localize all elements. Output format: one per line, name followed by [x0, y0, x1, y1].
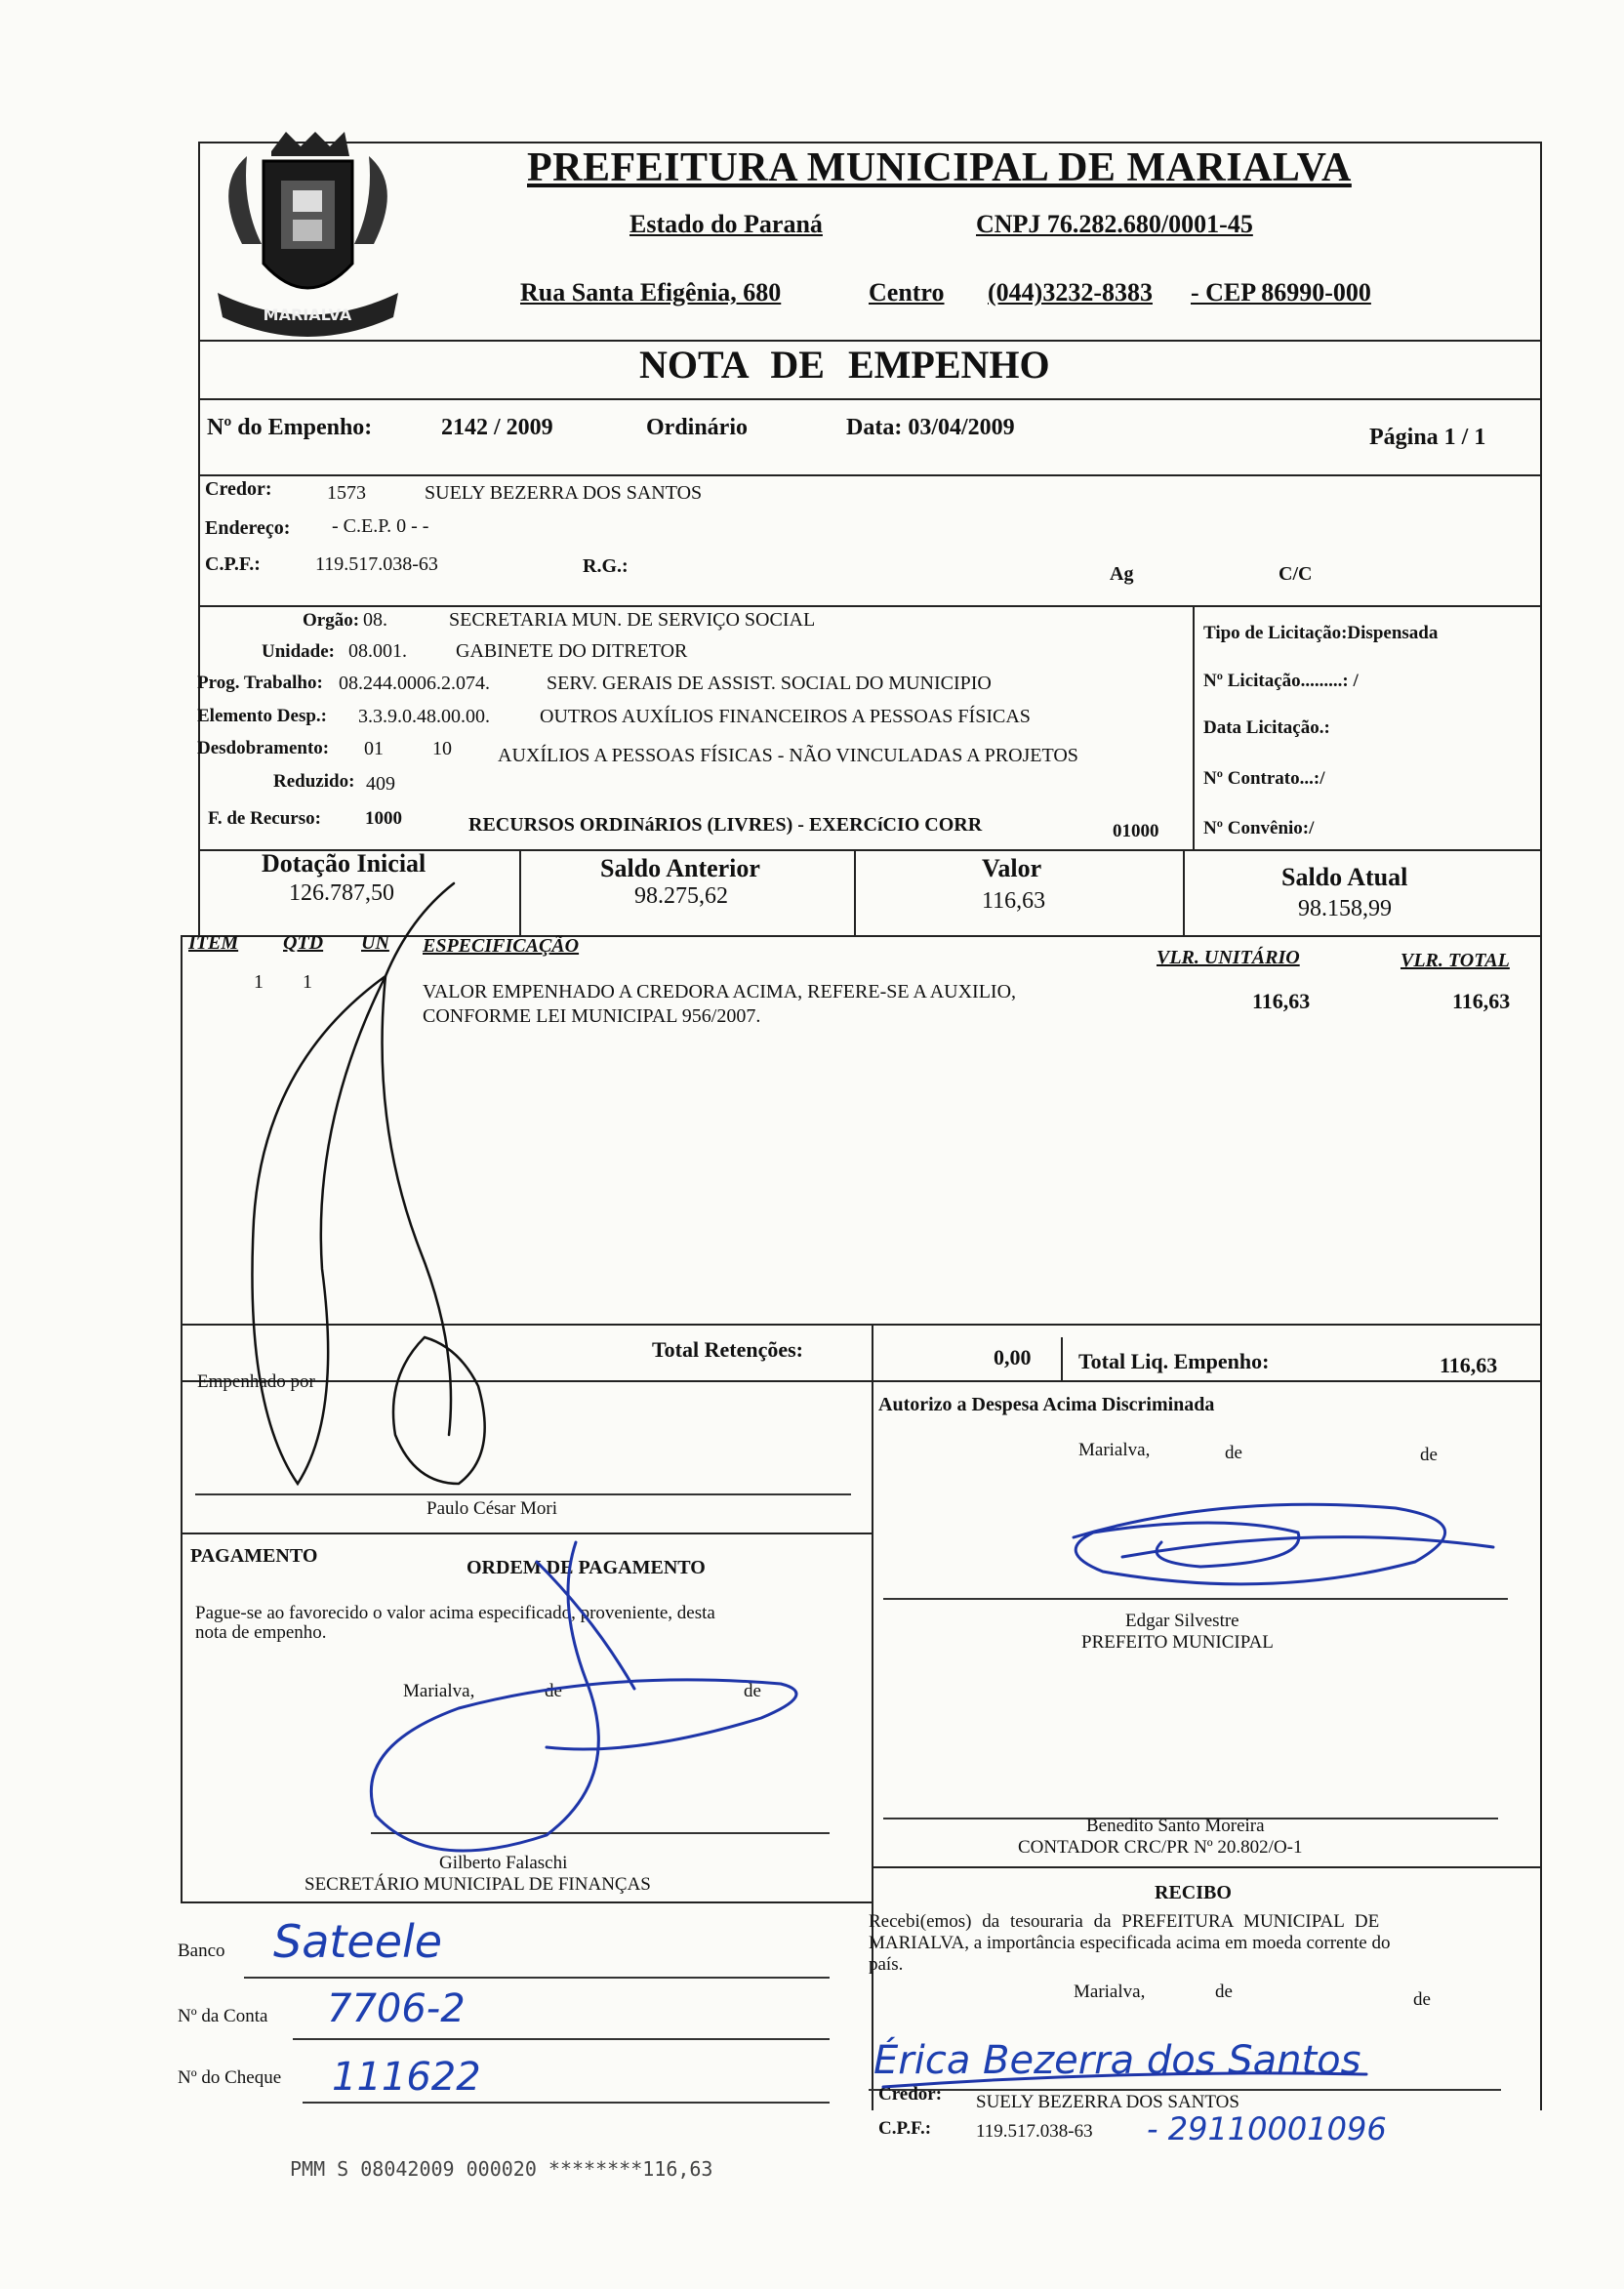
item-total-value: 116,63	[1452, 989, 1511, 1013]
ordem-label: ORDEM DE PAGAMENTO	[467, 1557, 706, 1578]
recurso-code: 1000	[365, 808, 402, 829]
dotacao-label: Dotação Inicial	[262, 849, 426, 878]
item-qtd: 1	[303, 971, 312, 993]
recibo-text1: Recebi(emos) da tesouraria da PREFEITURA MUNICIPAL DE	[869, 1911, 1380, 1932]
doc-title: NOTA DE EMPENHO	[639, 343, 1050, 387]
reduzido-label: Reduzido:	[273, 771, 355, 792]
unidade-desc: GABINETE DO DITRETOR	[456, 640, 688, 662]
saldo-anterior-value: 98.275,62	[634, 883, 728, 909]
orgao-label: Orgão:	[303, 610, 360, 631]
recurso-desc: RECURSOS ORDINáRIOS (LIVRES) - EXERCíCIO CORR	[468, 814, 983, 836]
cheque-value: 111622	[332, 2055, 481, 2100]
recibo-cpf-label: C.P.F.:	[878, 2118, 932, 2139]
licitacao-data: Data Licitação.:	[1203, 717, 1330, 738]
item-desc-line1: VALOR EMPENHADO A CREDORA ACIMA, REFERE-SE A AUXILIO,	[423, 981, 1017, 1002]
conta-label: Nº da Conta	[178, 2006, 268, 2026]
empenho-number: 2142 / 2009	[441, 415, 553, 440]
empenho-type: Ordinário	[646, 415, 749, 440]
banco-value: Sateele	[273, 1915, 443, 1968]
pagamento-city: Marialva,	[403, 1681, 475, 1701]
saldo-anterior-label: Saldo Anterior	[600, 854, 760, 882]
autorizo-signer: Edgar Silvestre	[1125, 1611, 1239, 1631]
credor-code: 1573	[327, 482, 366, 504]
desd-desc: AUXÍLIOS A PESSOAS FÍSICAS - NÃO VINCULADAS A PROJETOS	[498, 745, 1078, 766]
recibo-cpf: 119.517.038-63	[976, 2121, 1093, 2142]
header-phone: (044)3232-8383	[988, 278, 1153, 307]
recibo-credor-label: Credor:	[878, 2084, 943, 2105]
empenho-label: Nº do Empenho:	[207, 415, 373, 440]
retencoes-value: 0,00	[994, 1345, 1032, 1369]
recibo-signature: Érica Bezerra dos Santos	[873, 2038, 1361, 2083]
unidade-label: Unidade:	[262, 641, 335, 662]
licitacao-tipo: Tipo de Licitação:Dispensada	[1203, 623, 1439, 643]
unidade-code: 08.001.	[348, 640, 407, 662]
credor-label: Credor:	[205, 478, 272, 500]
elem-code: 3.3.9.0.48.00.00.	[358, 706, 490, 727]
saldo-atual-value: 98.158,99	[1298, 896, 1392, 921]
recurso-code2: 01000	[1113, 821, 1159, 841]
orgao-desc: SECRETARIA MUN. DE SERVIÇO SOCIAL	[449, 609, 816, 631]
header-district: Centro	[869, 278, 945, 307]
autorizo-city: Marialva,	[1078, 1440, 1151, 1460]
banco-label: Banco	[178, 1941, 225, 1961]
items-header-item: ITEM	[188, 932, 239, 954]
header-state: Estado do Paraná	[629, 210, 823, 238]
credor-name: SUELY BEZERRA DOS SANTOS	[425, 482, 703, 504]
recibo-de2: de	[1413, 1989, 1431, 2010]
autorizo-label: Autorizo a Despesa Acima Discriminada	[878, 1394, 1215, 1415]
recibo-de1: de	[1215, 1982, 1233, 2002]
elem-label: Elemento Desp.:	[197, 706, 327, 726]
pagamento-signer: Gilberto Falaschi	[439, 1853, 568, 1873]
pagamento-role: SECRETÁRIO MUNICIPAL DE FINANÇAS	[304, 1874, 651, 1895]
items-header-un: UN	[361, 932, 389, 954]
recurso-label: F. de Recurso:	[208, 808, 321, 829]
header-title: PREFEITURA MUNICIPAL DE MARIALVA	[527, 145, 1352, 190]
cpf-value: 119.517.038-63	[315, 553, 438, 575]
recibo-title: RECIBO	[1155, 1882, 1232, 1903]
liq-value: 116,63	[1440, 1353, 1498, 1377]
saldo-atual-label: Saldo Atual	[1281, 863, 1408, 891]
items-header-qtd: QTD	[283, 932, 324, 954]
items-header-unit: VLR. UNITÁRIO	[1157, 947, 1300, 968]
crest-text: MARIALVA	[263, 306, 352, 324]
licitacao-numero: Nº Licitação.........: /	[1203, 671, 1359, 691]
autorizo-de1: de	[1225, 1443, 1242, 1463]
header-cnpj: CNPJ 76.282.680/0001-45	[976, 210, 1253, 238]
address-label: Endereço:	[205, 517, 291, 539]
elem-desc: OUTROS AUXÍLIOS FINANCEIROS A PESSOAS FÍSICAS	[540, 706, 1031, 727]
valor-label: Valor	[982, 854, 1042, 882]
retencoes-label: Total Retenções:	[652, 1337, 803, 1362]
recibo-credor: SUELY BEZERRA DOS SANTOS	[976, 2092, 1239, 2112]
desd-code1: 01	[364, 738, 384, 759]
header-cep: - CEP 86990-000	[1191, 278, 1371, 307]
item-desc-line2: CONFORME LEI MUNICIPAL 956/2007.	[423, 1005, 761, 1027]
valor-value: 116,63	[982, 888, 1046, 914]
item-unit-value: 116,63	[1252, 989, 1311, 1013]
prog-code: 08.244.0006.2.074.	[339, 673, 490, 694]
footer-stamp: PMM S 08042009 000020 ********116,63	[290, 2157, 713, 2181]
recibo-handwritten-rg: - 29110001096	[1147, 2110, 1387, 2147]
empenhado-label: Empenhado por	[197, 1371, 315, 1392]
cpf-label: C.P.F.:	[205, 553, 261, 575]
dotacao-value: 126.787,50	[289, 880, 394, 906]
pagamento-text1: Pague-se ao favorecido o valor acima especificado, proveniente, desta	[195, 1603, 715, 1623]
cc-label: C/C	[1279, 563, 1313, 585]
contador-signer: Benedito Santo Moreira	[1086, 1816, 1265, 1836]
cheque-label: Nº do Cheque	[178, 2067, 282, 2088]
empenho-page: Página 1 / 1	[1369, 425, 1486, 450]
recibo-text2: MARIALVA, a importância especificada acima em moeda corrente do	[869, 1933, 1391, 1953]
pagamento-de2: de	[744, 1681, 761, 1701]
pagamento-de1: de	[545, 1681, 562, 1701]
autorizo-role: PREFEITO MUNICIPAL	[1081, 1632, 1274, 1653]
items-header-total: VLR. TOTAL	[1401, 950, 1510, 971]
ag-label: Ag	[1110, 563, 1134, 585]
empenhado-signer: Paulo César Mori	[426, 1498, 558, 1519]
orgao-code: 08.	[363, 609, 387, 631]
reduzido-code: 409	[366, 773, 395, 795]
recibo-city: Marialva,	[1074, 1982, 1146, 2002]
desd-code2: 10	[432, 738, 452, 759]
licitacao-contrato: Nº Contrato...:/	[1203, 768, 1325, 789]
desd-label: Desdobramento:	[197, 738, 330, 758]
licitacao-convenio: Nº Convênio:/	[1203, 818, 1315, 838]
item-number: 1	[254, 971, 264, 993]
rg-label: R.G.:	[583, 555, 629, 577]
autorizo-de2: de	[1420, 1445, 1438, 1465]
liq-label: Total Liq. Empenho:	[1078, 1349, 1270, 1373]
contador-role: CONTADOR CRC/PR Nº 20.802/O-1	[1018, 1837, 1303, 1858]
pagamento-text2: nota de empenho.	[195, 1622, 327, 1643]
header-street: Rua Santa Efigênia, 680	[520, 278, 782, 307]
empenho-date: Data: 03/04/2009	[846, 415, 1015, 440]
address-value: - C.E.P. 0 - -	[332, 515, 429, 537]
prog-label: Prog. Trabalho:	[197, 673, 323, 693]
pagamento-label: PAGAMENTO	[190, 1545, 318, 1567]
items-header-esp: ESPECIFICAÇÃO	[423, 935, 580, 957]
recibo-text3: país.	[869, 1954, 904, 1975]
conta-value: 7706-2	[327, 1986, 466, 2031]
prog-desc: SERV. GERAIS DE ASSIST. SOCIAL DO MUNICIPIO	[547, 673, 992, 694]
